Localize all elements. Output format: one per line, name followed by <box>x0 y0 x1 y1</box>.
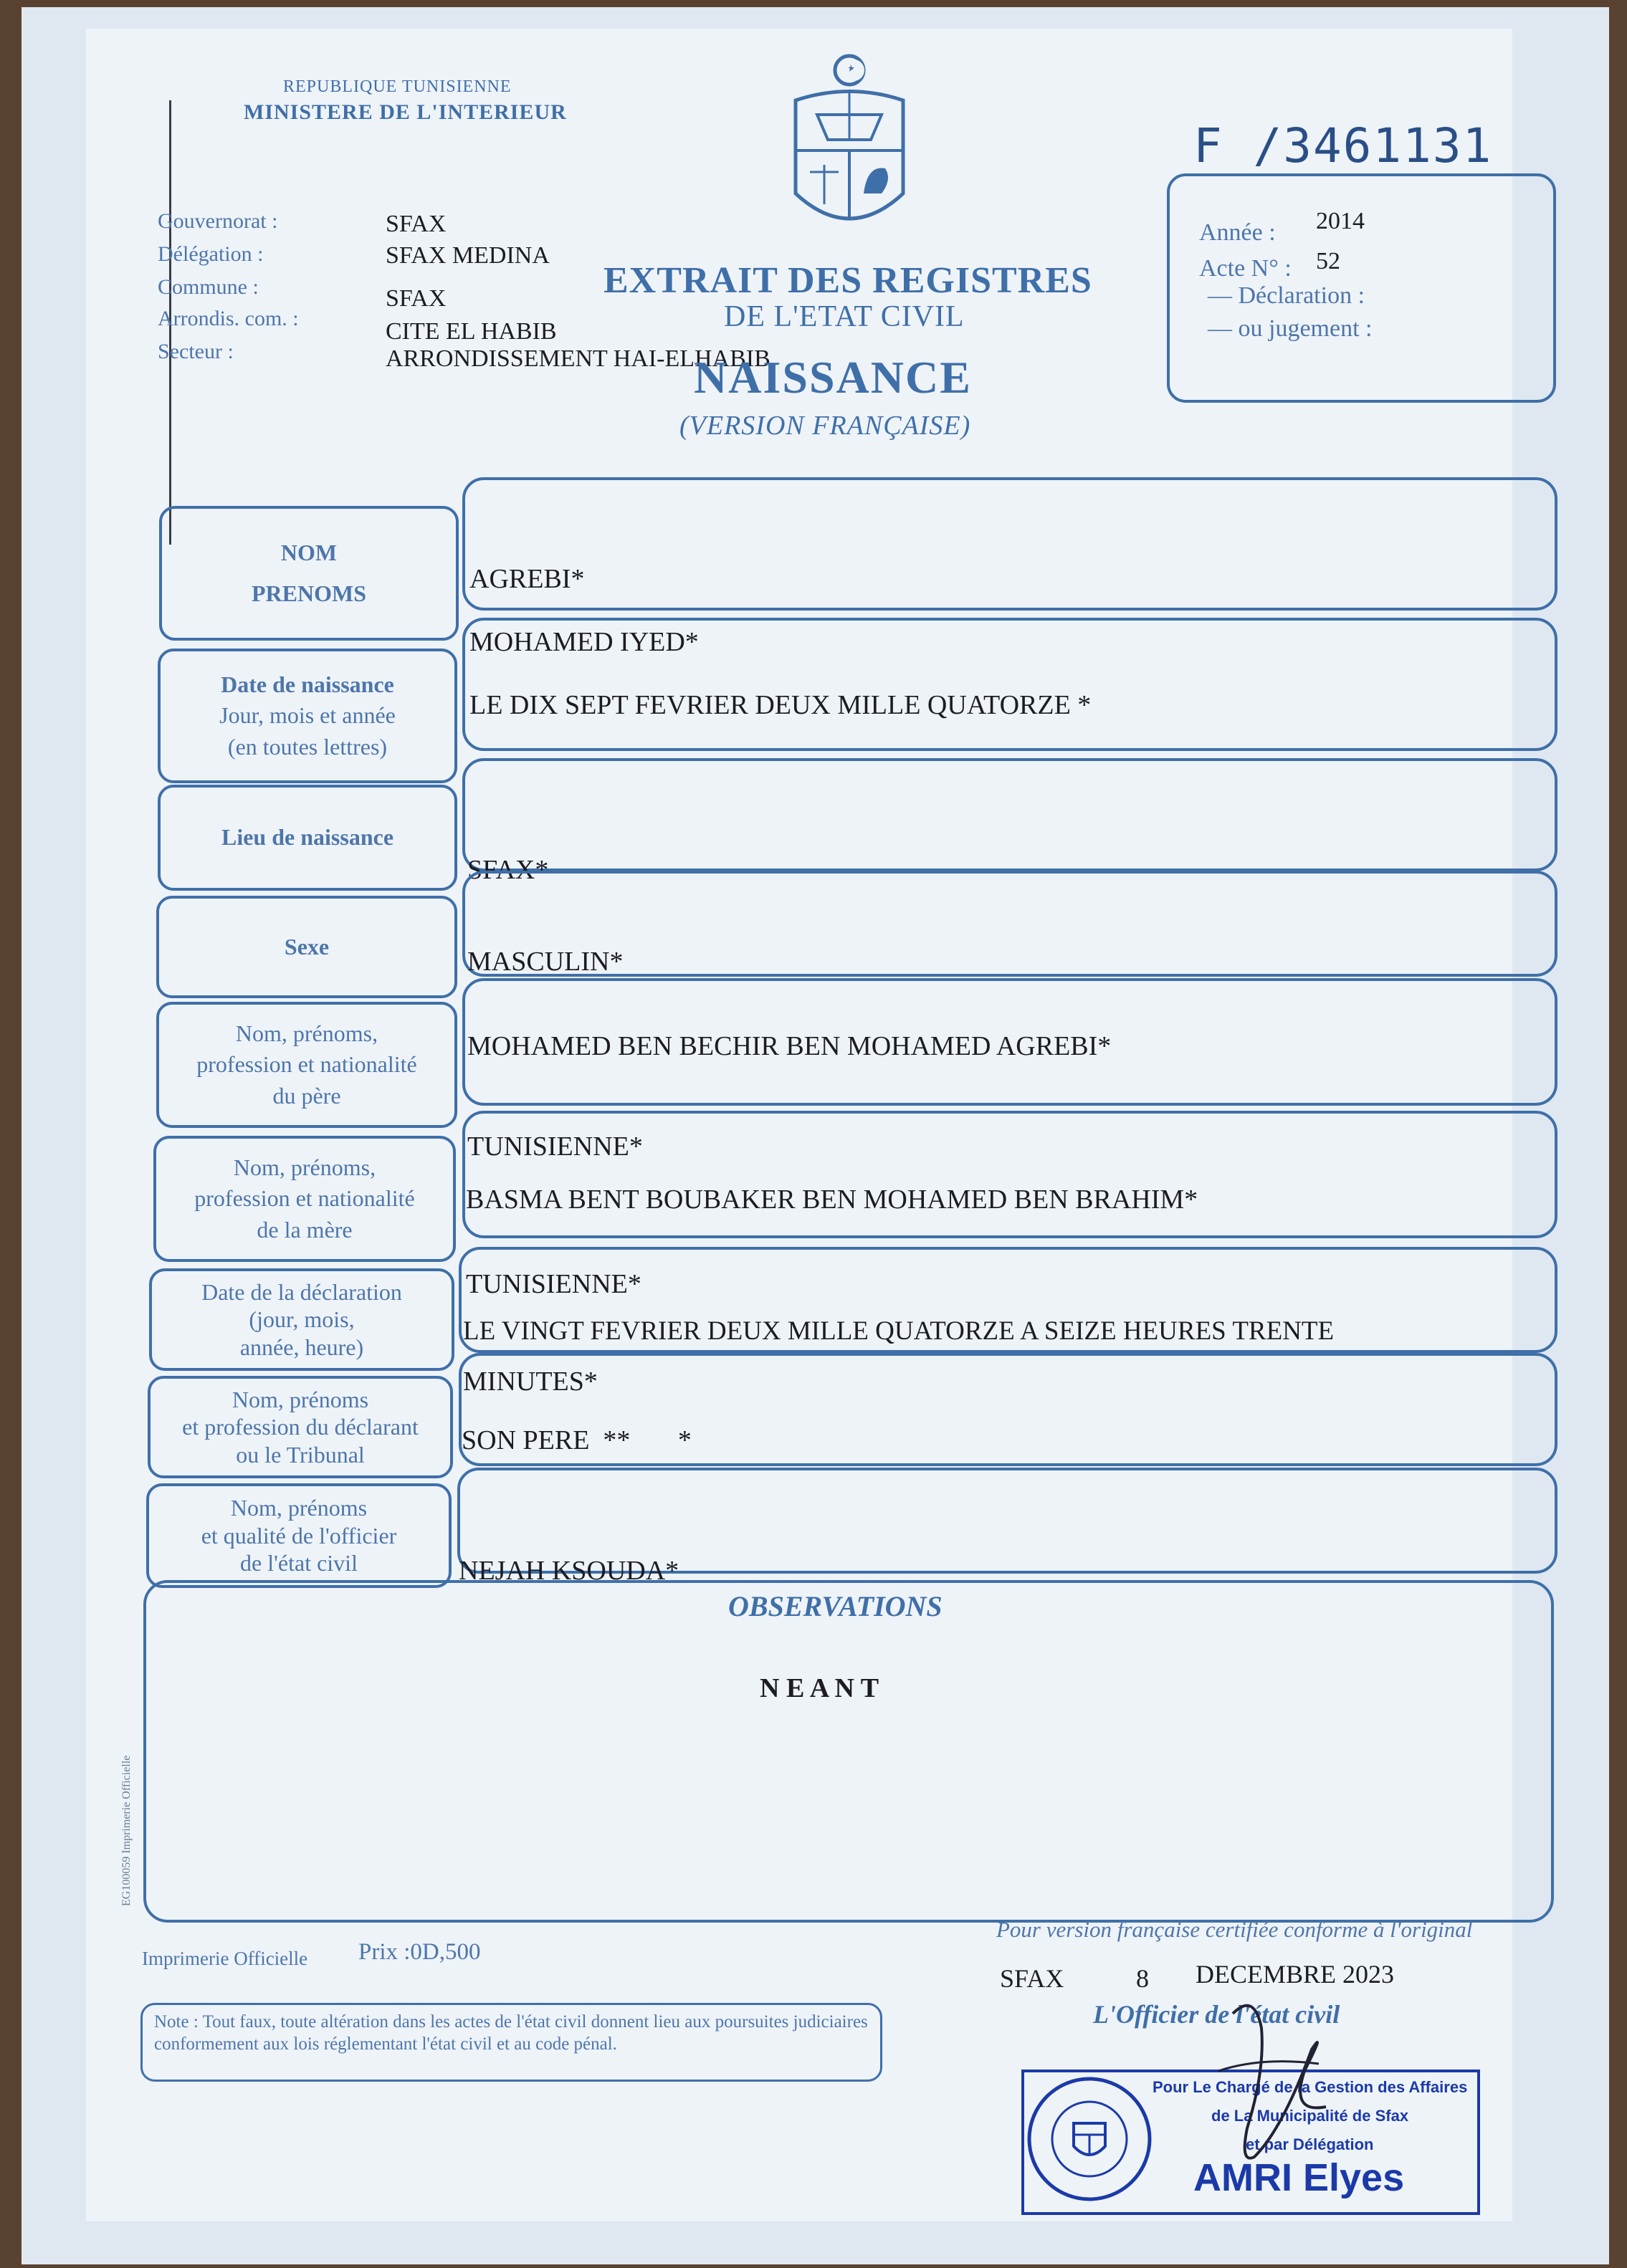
declaration-label: — Déclaration : <box>1208 282 1365 309</box>
lieu-label: Lieu de naissance <box>221 824 394 851</box>
officier-value: NEJAH KSOUDA* <box>459 1556 679 1586</box>
arrondis-label: Arrondis. com. : <box>158 307 299 330</box>
decl-label-line3: année, heure) <box>239 1334 364 1360</box>
nom-value-box <box>462 477 1557 611</box>
declaration-value-cont: MINUTES* <box>463 1367 598 1397</box>
issue-day: 8 <box>1136 1964 1149 1993</box>
handwritten-signature <box>1204 1985 1347 2186</box>
mere-nationality: TUNISIENNE* <box>466 1269 641 1299</box>
municipality-seal-icon <box>1025 2075 1154 2204</box>
legal-note: Note : Tout faux, toute altération dans les actes de l'état civil donnent lieu aux poursuites judiciaires conformement aux lois réglementant l'état civil et au code pénal. <box>140 2003 882 2082</box>
declaration-date-label-box <box>149 1268 454 1371</box>
document-subtitle: DE L'ETAT CIVIL <box>724 300 965 333</box>
pere-label-box <box>156 1002 457 1128</box>
officer-title: L'Officier de l'état civil <box>1093 2000 1340 2029</box>
officier-label-line3: de l'état civil <box>240 1550 358 1576</box>
pere-value: MOHAMED BEN BECHIR BEN MOHAMED AGREBI* <box>467 1031 1112 1061</box>
mere-label-line2: profession et nationalité <box>194 1185 415 1212</box>
mere-label-line3: de la mère <box>257 1216 353 1243</box>
certification-text: Pour version française certifiée conforme à l'original <box>996 1917 1473 1942</box>
acte-label: Acte N° : <box>1199 255 1292 282</box>
arrondis-value: CITE EL HABIB <box>386 318 557 345</box>
tunisia-coat-of-arms-icon <box>785 50 914 244</box>
dob-label-sub: Jour, mois et année <box>219 702 396 729</box>
delegation-label: Délégation : <box>158 242 264 266</box>
secteur-label: Secteur : <box>158 340 234 363</box>
document-title: EXTRAIT DES REGISTRES <box>603 260 1092 301</box>
nom-prenoms-label-box <box>159 506 459 641</box>
dob-label-note: (en toutes lettres) <box>227 733 388 760</box>
jugement-label: — ou jugement : <box>1208 315 1373 342</box>
mere-value: BASMA BENT BOUBAKER BEN MOHAMED BEN BRAHIM* <box>466 1185 1198 1215</box>
officier-label-line1: Nom, prénoms <box>230 1495 368 1521</box>
commune-value: SFAX <box>386 285 447 312</box>
pere-nationality: TUNISIENNE* <box>467 1131 643 1162</box>
declarant-label-line2: et profession du déclarant <box>182 1414 419 1440</box>
commune-label: Commune : <box>158 275 259 299</box>
pere-label-line2: profession et nationalité <box>196 1051 417 1078</box>
nom-label: NOM <box>280 539 338 565</box>
print-reference: EG100059 Imprimerie Officielle <box>120 1755 133 1906</box>
declarant-label-box <box>148 1376 453 1478</box>
annee-label: Année : <box>1199 219 1276 246</box>
issue-month-year: DECEMBRE 2023 <box>1196 1960 1395 1989</box>
dob-value: LE DIX SEPT FEVRIER DEUX MILLE QUATORZE * <box>469 690 1092 720</box>
version-label: (VERSION FRANÇAISE) <box>679 411 971 441</box>
prenoms-value: MOHAMED IYED* <box>469 627 699 657</box>
secteur-value: ARRONDISSEMENT HAI-ELHABIB <box>386 345 770 372</box>
prenoms-label: PRENOMS <box>252 580 366 606</box>
declaration-value: LE VINGT FEVRIER DEUX MILLE QUATORZE A SEIZE HEURES TRENTE <box>463 1316 1335 1346</box>
observations-value: N E A N T <box>760 1673 879 1703</box>
ministry-label: MINISTERE DE L'INTERIEUR <box>244 100 567 124</box>
pere-label-line1: Nom, prénoms, <box>235 1020 378 1047</box>
annee-value: 2014 <box>1316 208 1365 234</box>
declarant-value: SON PERE ** * <box>462 1425 692 1455</box>
dob-value-box <box>462 618 1557 751</box>
republic-label: REPUBLIQUE TUNISIENNE <box>283 77 512 96</box>
mere-label-box <box>153 1136 456 1262</box>
declarant-label-line3: ou le Tribunal <box>236 1441 365 1468</box>
dob-label: Date de naissance <box>221 671 394 698</box>
officier-label-line2: et qualité de l'officier <box>201 1522 397 1549</box>
pere-label-line3: du père <box>272 1082 341 1109</box>
dob-label-box <box>158 649 457 783</box>
sexe-value-box <box>462 871 1557 977</box>
stamp-name: AMRI Elyes <box>1193 2156 1405 2199</box>
gouvernorat-value: SFAX <box>386 211 447 237</box>
sexe-label-box <box>156 896 457 998</box>
sexe-value: MASCULIN* <box>467 947 624 977</box>
issue-city: SFAX <box>1000 1964 1064 1993</box>
delegation-value: SFAX MEDINA <box>386 242 550 269</box>
sexe-label: Sexe <box>284 933 330 960</box>
decl-label-line1: Date de la déclaration <box>201 1278 402 1305</box>
acte-value: 52 <box>1316 248 1340 274</box>
mere-label-line1: Nom, prénoms, <box>233 1154 376 1181</box>
officier-label-box <box>146 1483 452 1588</box>
lieu-value-box <box>462 758 1557 871</box>
gouvernorat-label: Gouvernorat : <box>158 209 278 233</box>
stamp-line3: et par Délégation <box>1246 2135 1374 2153</box>
stamp-line1: Pour Le Chargé de la Gestion des Affaires <box>1153 2078 1468 2096</box>
declarant-label-line1: Nom, prénoms <box>232 1386 369 1412</box>
lieu-value: SFAX* <box>467 855 549 885</box>
mere-value-box <box>462 1111 1557 1238</box>
stamp-line2: de La Municipalité de Sfax <box>1211 2107 1409 2125</box>
lieu-label-box <box>158 785 457 891</box>
observations-title: OBSERVATIONS <box>728 1590 943 1622</box>
imprimerie-label: Imprimerie Officielle <box>142 1948 308 1969</box>
observations-box <box>143 1580 1554 1923</box>
price-label: Prix :0D,500 <box>358 1939 481 1965</box>
serial-number: F /3461131 <box>1193 118 1493 173</box>
decl-label-line2: (jour, mois, <box>249 1306 355 1333</box>
document-type: NAISSANCE <box>694 352 972 403</box>
nom-value: AGREBI* <box>469 564 585 594</box>
